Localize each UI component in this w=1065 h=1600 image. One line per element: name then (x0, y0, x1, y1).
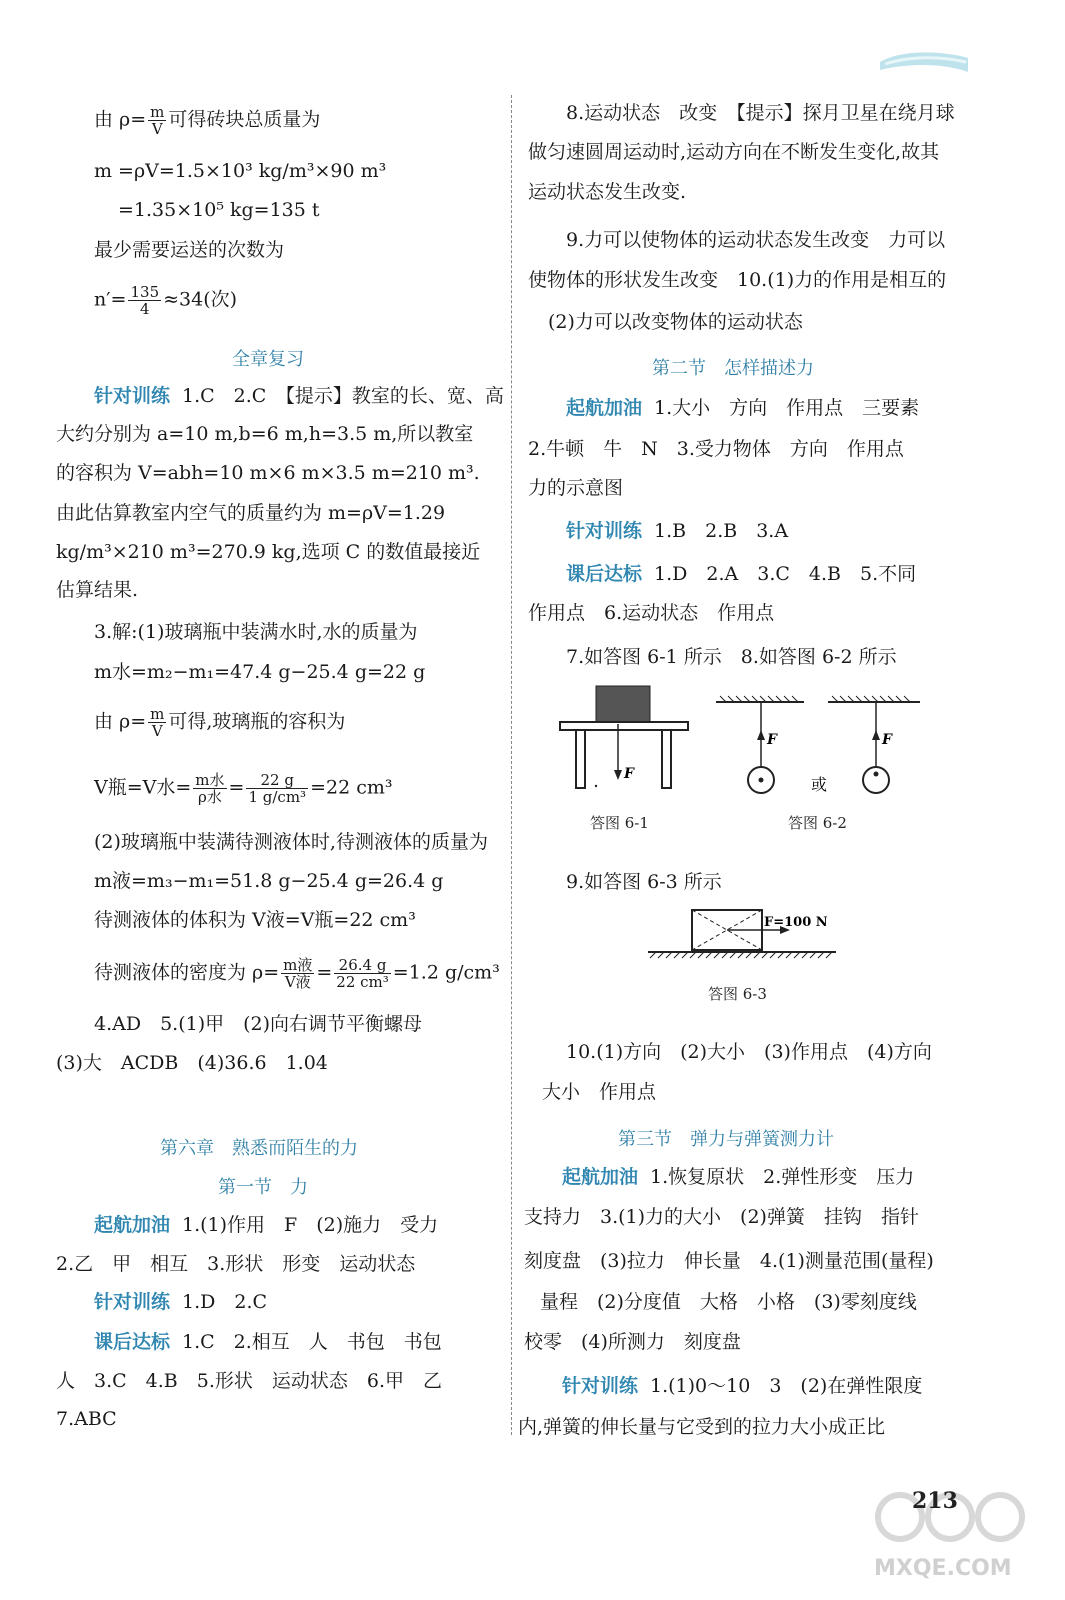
text: = (228, 776, 245, 799)
line: 支持力 3.(1)力的大小 (2)弹簧 挂钩 指针 (524, 1206, 919, 1228)
label-tag: 起航加油 (562, 1166, 639, 1188)
line (94, 706, 345, 739)
text: 1.D 2.C (182, 1291, 268, 1313)
text: 可得砖块总质量为 (168, 108, 321, 131)
numerator: m (150, 705, 165, 723)
line (94, 1213, 438, 1237)
block (596, 686, 650, 722)
line: 9.力可以使物体的运动状态发生改变 力可以 (566, 229, 946, 251)
text: =1.2 g/cm³ (392, 961, 500, 984)
label-tag: 课后达标 (94, 1331, 171, 1353)
numerator: m (150, 103, 165, 121)
text: 1.大小 方向 作用点 三要素 (654, 397, 920, 419)
section-heading: 第二节 怎样描述力 (652, 358, 814, 379)
line: =1.35×10⁵ kg=135 t (118, 199, 320, 221)
line (566, 519, 788, 543)
denominator: ρ水 (198, 788, 222, 806)
line (562, 1165, 914, 1189)
label-tag: 起航加油 (566, 397, 643, 419)
denominator: 1 g/cm³ (248, 788, 307, 806)
numerator: 135 (130, 283, 160, 301)
figure-caption: 答图 6-1 (590, 814, 649, 832)
line: 做匀速圆周运动时,运动方向在不断发生变化,故其 (528, 141, 940, 163)
line: 9.如答图 6-3 所示 (566, 871, 722, 893)
text: 1.C 2.C 【提示】教室的长、宽、高 (182, 385, 504, 407)
figure-6-3-diagram (646, 908, 886, 970)
fraction (334, 957, 391, 990)
table-leg-left (576, 730, 585, 788)
line: kg/m³×210 m³=270.9 kg,选项 C 的数值最接近 (56, 541, 481, 563)
line (94, 284, 237, 317)
figure-6-2-diagram (714, 696, 924, 798)
line: 使物体的形状发生改变 10.(1)力的作用是相互的 (528, 269, 947, 291)
section-heading: 第三节 弹力与弹簧测力计 (618, 1129, 834, 1150)
figure-caption: 答图 6-2 (788, 814, 847, 832)
or-label: 或 (811, 775, 828, 794)
line: 8.运动状态 改变 【提示】探月卫星在绕月球 (566, 102, 955, 124)
page-number: 213 (912, 1488, 958, 1514)
label-tag: 针对训练 (94, 1291, 171, 1313)
text: 由 ρ= (94, 710, 147, 733)
line: (2)力可以改变物体的运动状态 (548, 311, 803, 333)
fraction (148, 706, 166, 739)
numerator: m液 (283, 956, 313, 974)
text: ≈34(次) (163, 288, 238, 311)
line: 最少需要运送的次数为 (94, 239, 285, 261)
line: 刻度盘 (3)拉力 伸长量 4.(1)测量范围(量程) (524, 1250, 934, 1272)
force-label: F (624, 766, 634, 782)
line (562, 1374, 922, 1398)
hanging-ball-b (828, 696, 920, 793)
fraction (148, 104, 166, 137)
fraction (281, 957, 314, 990)
line: 3.解:(1)玻璃瓶中装满水时,水的质量为 (94, 621, 418, 643)
text: 1.D 2.A 3.C 4.B 5.不同 (654, 563, 917, 585)
chapter-heading: 第六章 熟悉而陌生的力 (160, 1138, 358, 1159)
label-tag: 针对训练 (94, 385, 171, 407)
line (94, 1290, 267, 1314)
line: 7.如答图 6-1 所示 8.如答图 6-2 所示 (566, 646, 897, 668)
line (94, 384, 504, 408)
line: 大小 作用点 (542, 1081, 657, 1103)
line: (2)玻璃瓶中装满待测液体时,待测液体的质量为 (94, 831, 488, 853)
hanging-ball-a (716, 696, 804, 793)
table-leg-right (662, 730, 671, 788)
line: 量程 (2)分度值 大格 小格 (3)零刻度线 (540, 1291, 917, 1313)
line: m液=m₃−m₁=51.8 g−25.4 g=26.4 g (94, 870, 444, 892)
text: 1.(1)0～10 3 (2)在弹性限度 (650, 1375, 923, 1397)
force-label: F (767, 732, 777, 748)
line: 2.乙 甲 相互 3.形状 形变 运动状态 (56, 1253, 416, 1275)
label-tag: 起航加油 (94, 1214, 171, 1236)
line: 大约分别为 a=10 m,b=6 m,h=3.5 m,所以教室 (56, 423, 474, 445)
label-tag: 针对训练 (566, 520, 643, 542)
text: 待测液体的密度为 ρ= (94, 961, 280, 984)
numerator: m水 (195, 771, 225, 789)
text: 由 ρ= (94, 108, 147, 131)
fraction (193, 772, 226, 805)
text: = (316, 961, 333, 984)
column-divider (511, 95, 512, 1435)
line: 运动状态发生改变. (528, 181, 687, 203)
denominator: V (151, 722, 163, 740)
line: 人 3.C 4.B 5.形状 运动状态 6.甲 乙 (56, 1370, 443, 1392)
line (566, 562, 916, 586)
section-heading: 全章复习 (232, 349, 304, 370)
line: 由此估算教室内空气的质量约为 m=ρV=1.29 (56, 502, 446, 524)
line (94, 1330, 442, 1354)
text: 可得,玻璃瓶的容积为 (168, 710, 346, 733)
watermark-text: MXQE.COM (874, 1556, 1012, 1581)
line: m水=m₂−m₁=47.4 g−25.4 g=22 g (94, 661, 426, 683)
line: 作用点 6.运动状态 作用点 (528, 602, 775, 624)
line: 力的示意图 (528, 477, 624, 499)
figure-6-1-diagram (556, 684, 696, 794)
line: 7.ABC (56, 1408, 117, 1430)
numerator: 22 g (246, 772, 308, 789)
line: m =ρV=1.5×10³ kg/m³×90 m³ (94, 160, 387, 182)
watermark-logo (870, 1475, 1050, 1585)
line: 校零 (4)所测力 刻度盘 (524, 1331, 741, 1353)
text: =22 cm³ (310, 776, 393, 799)
line: 内,弹簧的伸长量与它受到的拉力大小成正比 (518, 1416, 886, 1438)
text: n′= (94, 288, 127, 311)
text: 1.B 2.B 3.A (654, 520, 789, 542)
text: 1.(1)作用 F (2)施力 受力 (182, 1214, 439, 1236)
arrow-head (614, 770, 622, 780)
line (94, 104, 320, 137)
fraction (246, 772, 308, 805)
denominator: 22 cm³ (336, 973, 389, 991)
label-tag: 针对训练 (562, 1375, 639, 1397)
fraction (128, 284, 161, 317)
dot (595, 785, 597, 787)
figure-caption: 答图 6-3 (708, 985, 767, 1003)
force-label: F (882, 732, 892, 748)
denominator: V液 (284, 973, 311, 991)
text: 1.C 2.相互 人 书包 书包 (182, 1331, 442, 1353)
line: 2.牛顿 牛 N 3.受力物体 方向 作用点 (528, 438, 904, 460)
line: 待测液体的体积为 V液=V瓶=22 cm³ (94, 909, 416, 931)
denominator: 4 (140, 300, 150, 318)
line (94, 772, 392, 805)
line: 10.(1)方向 (2)大小 (3)作用点 (4)方向 (566, 1041, 932, 1063)
line (94, 957, 500, 990)
line: 估算结果. (56, 579, 139, 601)
label-tag: 课后达标 (566, 563, 643, 585)
text: 1.恢复原状 2.弹性形变 压力 (650, 1166, 915, 1188)
text: V瓶=V水= (94, 776, 192, 799)
force-value-label: F=100 N (764, 915, 828, 930)
line: 的容积为 V=abh=10 m×6 m×3.5 m=210 m³. (56, 462, 480, 484)
line: 4.AD 5.(1)甲 (2)向右调节平衡螺母 (94, 1013, 423, 1035)
header-decoration (880, 48, 968, 76)
table-top (560, 722, 688, 730)
denominator: V (151, 120, 163, 138)
line: (3)大 ACDB (4)36.6 1.04 (56, 1052, 328, 1074)
numerator: 26.4 g (334, 957, 391, 974)
section-heading: 第一节 力 (218, 1177, 308, 1198)
line (566, 396, 919, 420)
